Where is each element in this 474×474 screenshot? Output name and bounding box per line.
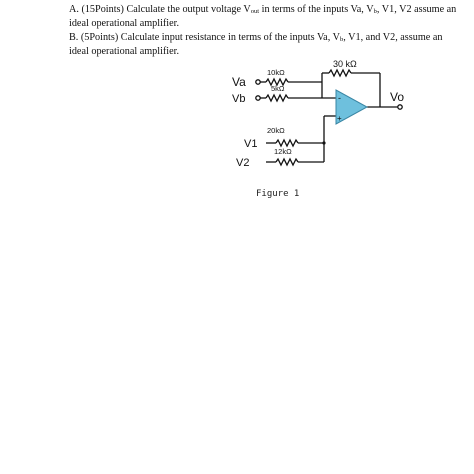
question-b-line1: B. (5Points) Calculate input resistance in terms of the inputs Va, Vb, V1, and V2, assume an xyxy=(69,32,443,43)
question-a-line2: ideal operational amplifier. xyxy=(69,18,180,29)
opamp-minus-sign: - xyxy=(338,93,341,103)
va-terminal xyxy=(256,80,260,84)
label-r-vb: 5kΩ xyxy=(271,84,285,93)
vb-terminal xyxy=(256,96,260,100)
resistor-v1 xyxy=(276,140,298,146)
label-va: Va xyxy=(232,75,246,89)
label-r-v2: 12kΩ xyxy=(274,147,292,156)
label-vb: Vb xyxy=(232,93,246,105)
resistor-feedback xyxy=(329,70,351,76)
label-r-feedback: 30 kΩ xyxy=(333,59,357,69)
resistor-v2 xyxy=(276,159,298,165)
label-v1: V1 xyxy=(244,138,258,150)
figure-caption: Figure 1 xyxy=(256,189,300,199)
question-b-line2: ideal operational amplifier. xyxy=(69,46,180,57)
vo-terminal xyxy=(398,105,402,109)
question-a-line1: A. (15Points) Calculate the output voltage Vout in terms of the inputs Va, Vb, V1, V2 assume an xyxy=(69,4,457,15)
opamp-plus-sign: + xyxy=(337,114,342,123)
label-v2: V2 xyxy=(236,157,250,169)
junction-dot xyxy=(322,141,325,144)
label-r-va: 10kΩ xyxy=(267,68,285,77)
label-r-v1: 20kΩ xyxy=(267,126,285,135)
resistor-vb xyxy=(266,95,288,101)
label-vo: Vo xyxy=(390,90,405,104)
